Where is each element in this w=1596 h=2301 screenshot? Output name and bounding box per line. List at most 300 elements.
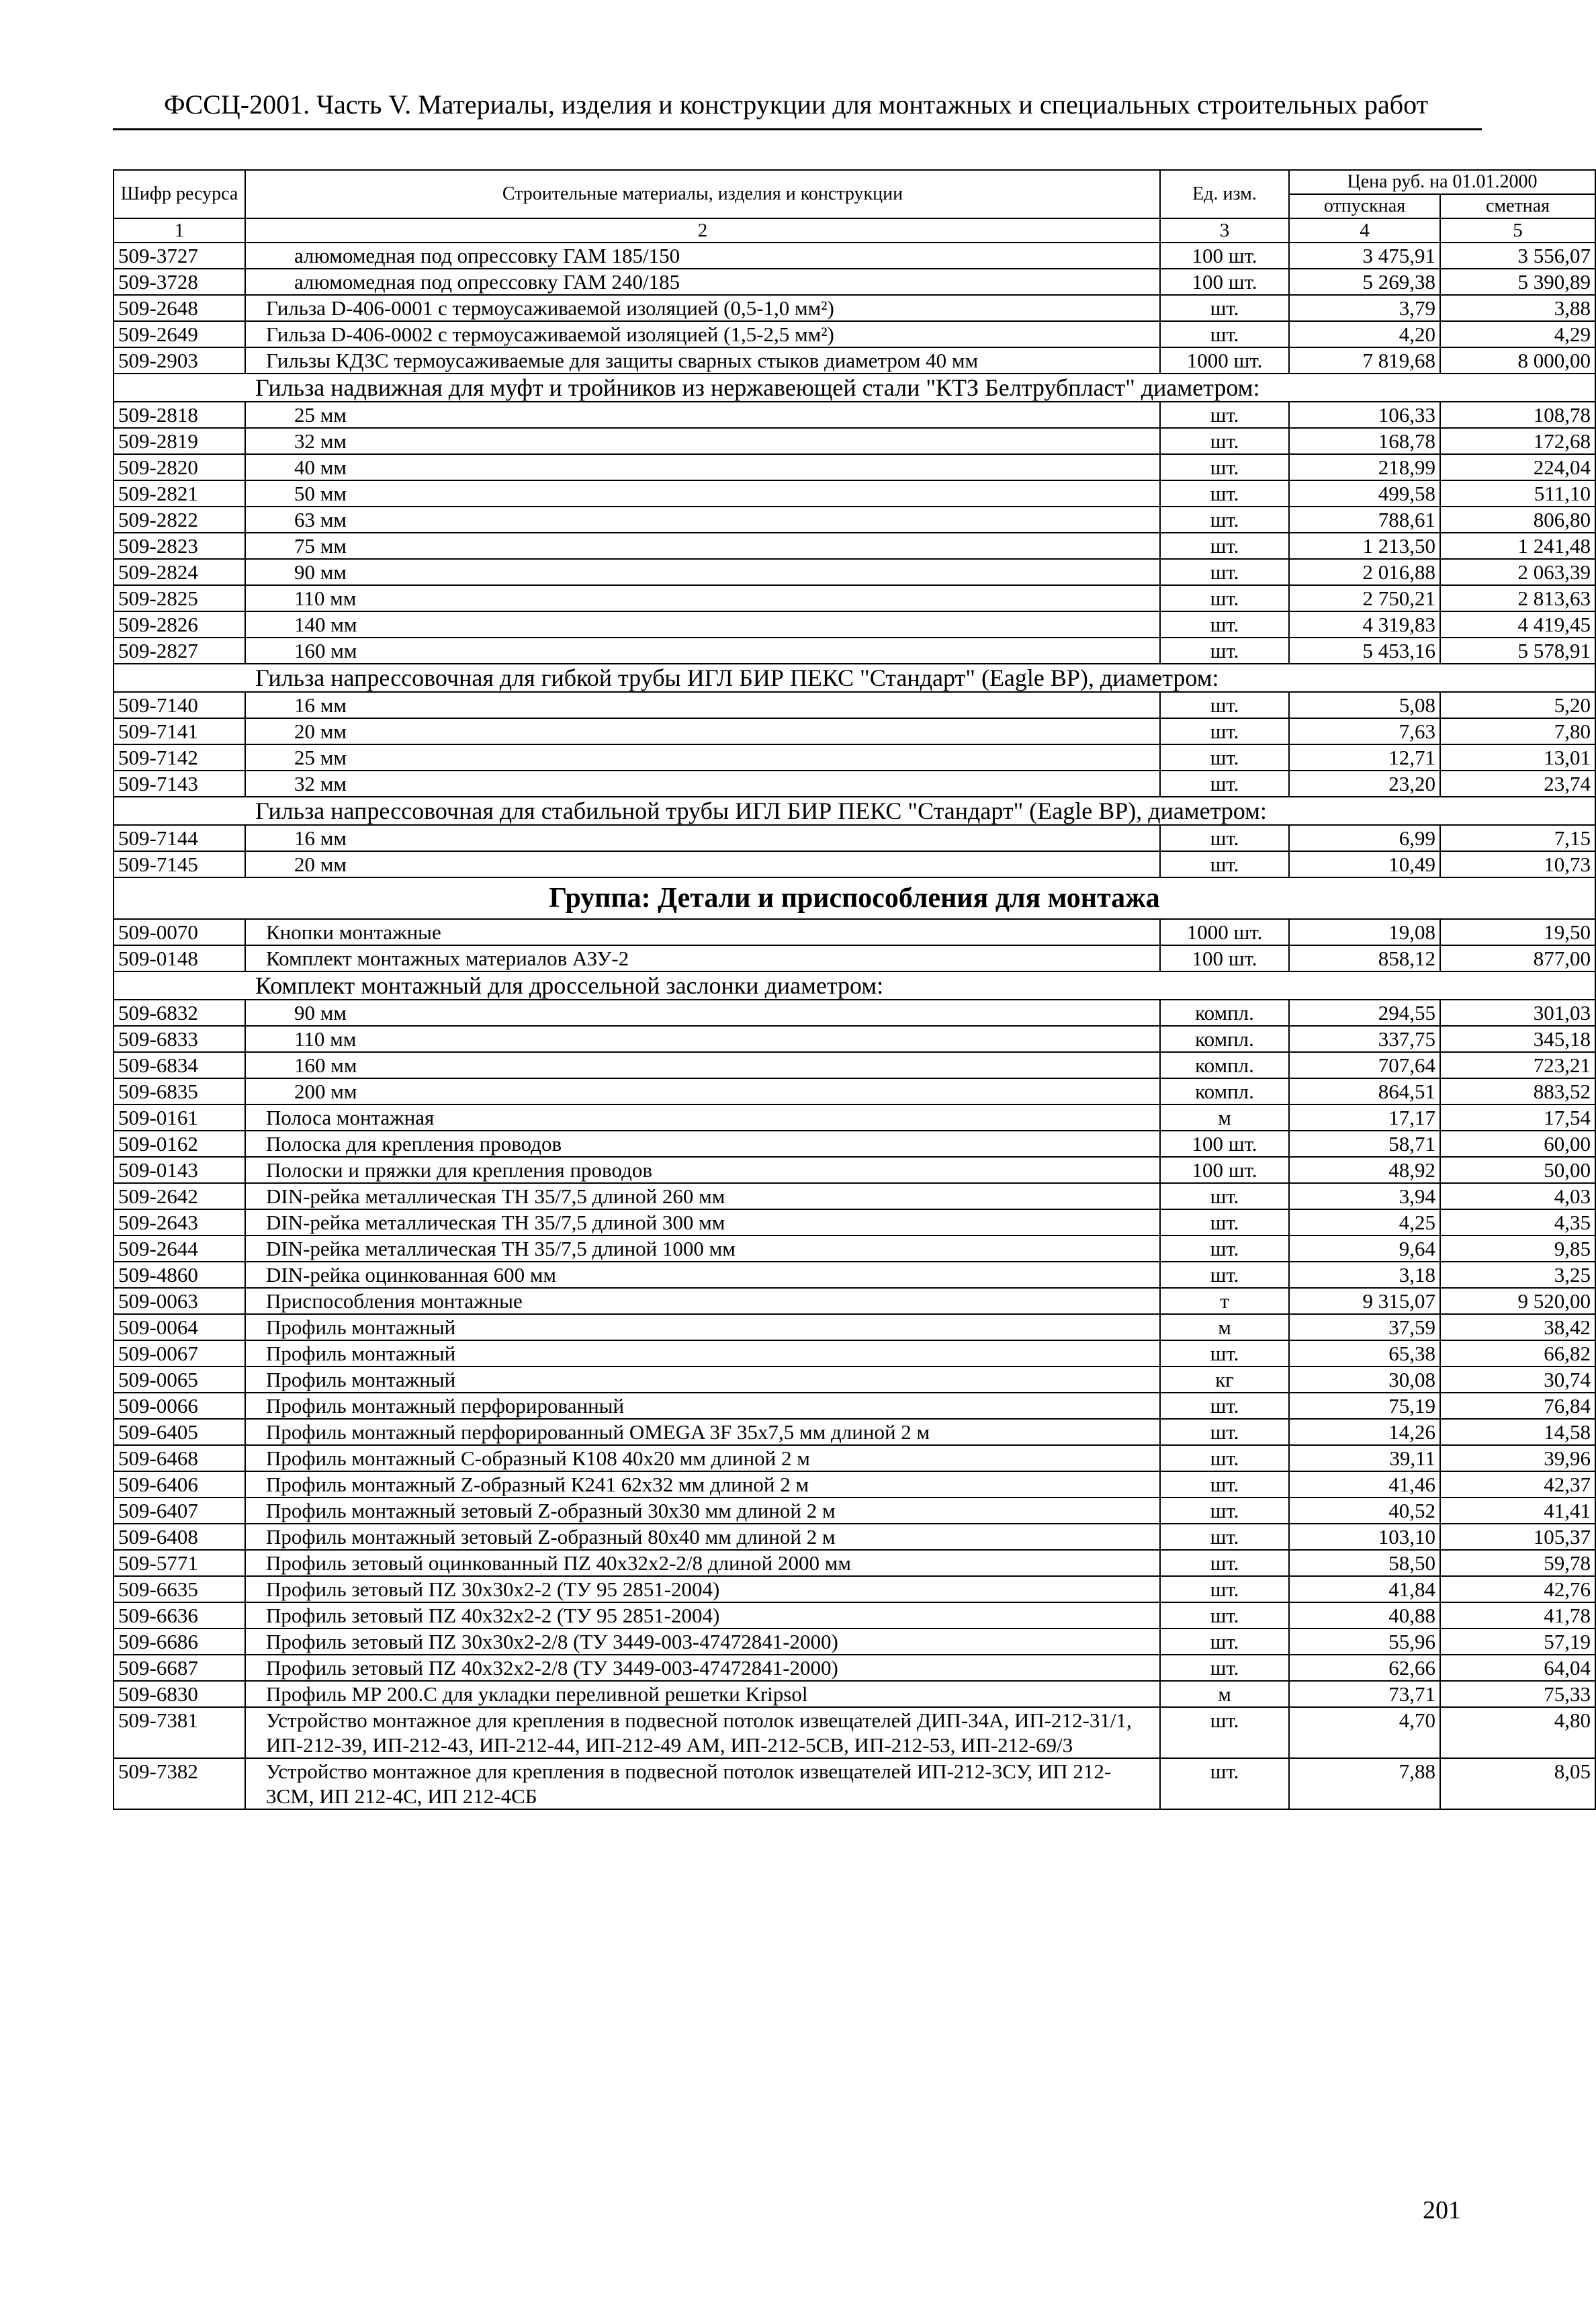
estimate-price-cell: 3 556,07 bbox=[1440, 243, 1595, 269]
estimate-price-cell: 7,80 bbox=[1440, 718, 1595, 744]
release-price-cell: 40,88 bbox=[1289, 1602, 1440, 1629]
estimate-price-cell: 14,58 bbox=[1440, 1419, 1595, 1445]
estimate-price-cell: 66,82 bbox=[1440, 1340, 1595, 1366]
material-name-cell: 90 мм bbox=[245, 559, 1160, 585]
material-name-cell: Гильза D-406-0002 с термоусаживаемой изоляцией (1,5-2,5 мм²) bbox=[245, 321, 1160, 347]
release-price-cell: 5,08 bbox=[1289, 692, 1440, 718]
estimate-price-cell: 3,25 bbox=[1440, 1262, 1595, 1288]
estimate-price-cell: 5,20 bbox=[1440, 692, 1595, 718]
material-name-cell: Гильза D-406-0001 с термоусаживаемой изоляцией (0,5-1,0 мм²) bbox=[245, 295, 1160, 321]
material-name-cell: Профиль монтажный bbox=[245, 1366, 1160, 1393]
table-row bbox=[114, 1629, 1595, 1655]
resource-code-cell: 509-0063 bbox=[114, 1288, 245, 1314]
table-row bbox=[114, 771, 1595, 797]
material-name-cell: 200 мм bbox=[245, 1078, 1160, 1104]
group-heading: Гильза напрессовочная для стабильной трубы ИГЛ БИР ПЕКС "Стандарт" (Eagle BP), диаметром: bbox=[114, 797, 1595, 825]
table-row bbox=[114, 1707, 1595, 1758]
material-name-cell: 32 мм bbox=[245, 771, 1160, 797]
estimate-price-cell: 5 390,89 bbox=[1440, 269, 1595, 295]
table-row bbox=[114, 402, 1595, 428]
material-name-cell: 110 мм bbox=[245, 1026, 1160, 1052]
unit-cell: шт. bbox=[1160, 428, 1289, 454]
unit-cell: шт. bbox=[1160, 1209, 1289, 1235]
release-price-cell: 1 213,50 bbox=[1289, 533, 1440, 559]
title-divider bbox=[113, 128, 1482, 130]
material-name-cell: 63 мм bbox=[245, 507, 1160, 533]
unit-cell: шт. bbox=[1160, 480, 1289, 507]
table-row bbox=[114, 269, 1595, 295]
resource-code-cell: 509-6833 bbox=[114, 1026, 245, 1052]
unit-cell: шт. bbox=[1160, 507, 1289, 533]
unit-cell: шт. bbox=[1160, 1629, 1289, 1655]
unit-cell: шт. bbox=[1160, 559, 1289, 585]
resource-code-cell: 509-6635 bbox=[114, 1576, 245, 1602]
resource-code-cell: 509-6406 bbox=[114, 1471, 245, 1497]
resource-code-cell: 509-6832 bbox=[114, 1000, 245, 1026]
header-price: Цена руб. на 01.01.2000 bbox=[1289, 170, 1595, 194]
unit-cell: шт. bbox=[1160, 1602, 1289, 1629]
unit-cell: 1000 шт. bbox=[1160, 919, 1289, 945]
estimate-price-cell: 50,00 bbox=[1440, 1157, 1595, 1183]
material-name-cell: алюмомедная под опрессовку ГАМ 240/185 bbox=[245, 269, 1160, 295]
header-estimate-price: сметная bbox=[1440, 194, 1595, 218]
material-name-cell: Профиль монтажный зетовый Z-образный 30х30 мм длиной 2 м bbox=[245, 1497, 1160, 1524]
header-unit: Ед. изм. bbox=[1160, 170, 1289, 218]
section-heading: Группа: Детали и приспособления для монтажа bbox=[114, 877, 1595, 919]
section-row bbox=[114, 877, 1595, 919]
release-price-cell: 499,58 bbox=[1289, 480, 1440, 507]
unit-cell: шт. bbox=[1160, 533, 1289, 559]
material-name-cell: 25 мм bbox=[245, 744, 1160, 771]
release-price-cell: 58,50 bbox=[1289, 1550, 1440, 1576]
estimate-price-cell: 8 000,00 bbox=[1440, 347, 1595, 374]
table-row bbox=[114, 1524, 1595, 1550]
release-price-cell: 12,71 bbox=[1289, 744, 1440, 771]
resource-code-cell: 509-2826 bbox=[114, 611, 245, 638]
unit-cell: шт. bbox=[1160, 454, 1289, 480]
group-heading: Комплект монтажный для дроссельной заслонки диаметром: bbox=[114, 971, 1595, 1000]
table-row bbox=[114, 1314, 1595, 1340]
material-name-cell: Профиль монтажный перфорированный OMEGA 3F 35х7,5 мм длиной 2 м bbox=[245, 1419, 1160, 1445]
release-price-cell: 4 319,83 bbox=[1289, 611, 1440, 638]
unit-cell: кг bbox=[1160, 1366, 1289, 1393]
estimate-price-cell: 7,15 bbox=[1440, 825, 1595, 851]
material-name-cell: 90 мм bbox=[245, 1000, 1160, 1026]
table-row bbox=[114, 1131, 1595, 1157]
resource-code-cell: 509-2827 bbox=[114, 638, 245, 664]
group-row bbox=[114, 374, 1595, 402]
estimate-price-cell: 3,88 bbox=[1440, 295, 1595, 321]
release-price-cell: 6,99 bbox=[1289, 825, 1440, 851]
estimate-price-cell: 39,96 bbox=[1440, 1445, 1595, 1471]
unit-cell: шт. bbox=[1160, 402, 1289, 428]
material-name-cell: Профиль монтажный зетовый Z-образный 80х40 мм длиной 2 м bbox=[245, 1524, 1160, 1550]
resource-code-cell: 509-3728 bbox=[114, 269, 245, 295]
estimate-price-cell: 59,78 bbox=[1440, 1550, 1595, 1576]
header-number-2: 2 bbox=[245, 218, 1160, 243]
resource-code-cell: 509-7143 bbox=[114, 771, 245, 797]
material-name-cell: 20 мм bbox=[245, 851, 1160, 877]
table-row bbox=[114, 718, 1595, 744]
unit-cell: компл. bbox=[1160, 1052, 1289, 1078]
release-price-cell: 106,33 bbox=[1289, 402, 1440, 428]
unit-cell: шт. bbox=[1160, 1340, 1289, 1366]
unit-cell: шт. bbox=[1160, 295, 1289, 321]
estimate-price-cell: 4,35 bbox=[1440, 1209, 1595, 1235]
unit-cell: шт. bbox=[1160, 851, 1289, 877]
material-name-cell: 16 мм bbox=[245, 825, 1160, 851]
estimate-price-cell: 224,04 bbox=[1440, 454, 1595, 480]
estimate-price-cell: 105,37 bbox=[1440, 1524, 1595, 1550]
unit-cell: шт. bbox=[1160, 718, 1289, 744]
release-price-cell: 58,71 bbox=[1289, 1131, 1440, 1157]
material-name-cell: Профиль МР 200.С для укладки переливной решетки Kripsol bbox=[245, 1681, 1160, 1707]
unit-cell: шт. bbox=[1160, 1393, 1289, 1419]
resource-code-cell: 509-2819 bbox=[114, 428, 245, 454]
table-row bbox=[114, 1209, 1595, 1235]
unit-cell: т bbox=[1160, 1288, 1289, 1314]
table-row bbox=[114, 1288, 1595, 1314]
material-name-cell: 50 мм bbox=[245, 480, 1160, 507]
release-price-cell: 2 750,21 bbox=[1289, 585, 1440, 611]
estimate-price-cell: 4 419,45 bbox=[1440, 611, 1595, 638]
resource-code-cell: 509-2822 bbox=[114, 507, 245, 533]
resource-code-cell: 509-6686 bbox=[114, 1629, 245, 1655]
table-row bbox=[114, 1366, 1595, 1393]
release-price-cell: 41,84 bbox=[1289, 1576, 1440, 1602]
unit-cell: компл. bbox=[1160, 1026, 1289, 1052]
release-price-cell: 9,64 bbox=[1289, 1235, 1440, 1262]
release-price-cell: 23,20 bbox=[1289, 771, 1440, 797]
material-name-cell: Гильзы КДЗС термоусаживаемые для защиты сварных стыков диаметром 40 мм bbox=[245, 347, 1160, 374]
unit-cell: шт. bbox=[1160, 1183, 1289, 1209]
material-name-cell: Полоса монтажная bbox=[245, 1104, 1160, 1131]
material-name-cell: Профиль монтажный С-образный К108 40х20 мм длиной 2 м bbox=[245, 1445, 1160, 1471]
release-price-cell: 864,51 bbox=[1289, 1078, 1440, 1104]
resource-code-cell: 509-2823 bbox=[114, 533, 245, 559]
release-price-cell: 73,71 bbox=[1289, 1681, 1440, 1707]
material-name-cell: 25 мм bbox=[245, 402, 1160, 428]
release-price-cell: 7,63 bbox=[1289, 718, 1440, 744]
resource-code-cell: 509-5771 bbox=[114, 1550, 245, 1576]
unit-cell: 100 шт. bbox=[1160, 243, 1289, 269]
unit-cell: шт. bbox=[1160, 692, 1289, 718]
release-price-cell: 858,12 bbox=[1289, 945, 1440, 971]
group-heading: Гильза напрессовочная для гибкой трубы ИГЛ БИР ПЕКС "Стандарт" (Eagle BP), диаметром: bbox=[114, 664, 1595, 692]
release-price-cell: 3 475,91 bbox=[1289, 243, 1440, 269]
table-row bbox=[114, 347, 1595, 374]
unit-cell: шт. bbox=[1160, 585, 1289, 611]
unit-cell: шт. bbox=[1160, 1471, 1289, 1497]
unit-cell: 100 шт. bbox=[1160, 945, 1289, 971]
unit-cell: шт. bbox=[1160, 1262, 1289, 1288]
header-number-3: 3 bbox=[1160, 218, 1289, 243]
estimate-price-cell: 42,37 bbox=[1440, 1471, 1595, 1497]
unit-cell: шт. bbox=[1160, 1550, 1289, 1576]
release-price-cell: 9 315,07 bbox=[1289, 1288, 1440, 1314]
resource-code-cell: 509-2644 bbox=[114, 1235, 245, 1262]
table-row bbox=[114, 243, 1595, 269]
header-name: Строительные материалы, изделия и конструкции bbox=[245, 170, 1160, 218]
group-row bbox=[114, 664, 1595, 692]
material-name-cell: 16 мм bbox=[245, 692, 1160, 718]
release-price-cell: 5 269,38 bbox=[1289, 269, 1440, 295]
release-price-cell: 168,78 bbox=[1289, 428, 1440, 454]
table-row bbox=[114, 559, 1595, 585]
release-price-cell: 294,55 bbox=[1289, 1000, 1440, 1026]
unit-cell: м bbox=[1160, 1314, 1289, 1340]
resource-code-cell: 509-2643 bbox=[114, 1209, 245, 1235]
resource-code-cell: 509-0070 bbox=[114, 919, 245, 945]
material-name-cell: Кнопки монтажные bbox=[245, 919, 1160, 945]
resource-code-cell: 509-2642 bbox=[114, 1183, 245, 1209]
resource-code-cell: 509-2818 bbox=[114, 402, 245, 428]
resource-code-cell: 509-6408 bbox=[114, 1524, 245, 1550]
material-name-cell: Устройство монтажное для крепления в подвесной потолок извещателей ИП-212-3СУ, ИП 212-3СМ, ИП 212-4С, ИП 212-4СБ bbox=[245, 1758, 1160, 1809]
table-row bbox=[114, 1497, 1595, 1524]
table-row bbox=[114, 1052, 1595, 1078]
estimate-price-cell: 30,74 bbox=[1440, 1366, 1595, 1393]
release-price-cell: 5 453,16 bbox=[1289, 638, 1440, 664]
resource-code-cell: 509-7144 bbox=[114, 825, 245, 851]
material-name-cell: Профиль монтажный Z-образный К241 62х32 мм длиной 2 м bbox=[245, 1471, 1160, 1497]
table-row bbox=[114, 1758, 1595, 1809]
estimate-price-cell: 10,73 bbox=[1440, 851, 1595, 877]
resource-code-cell: 509-2824 bbox=[114, 559, 245, 585]
estimate-price-cell: 42,76 bbox=[1440, 1576, 1595, 1602]
unit-cell: шт. bbox=[1160, 1419, 1289, 1445]
release-price-cell: 14,26 bbox=[1289, 1419, 1440, 1445]
release-price-cell: 7,88 bbox=[1289, 1758, 1440, 1809]
estimate-price-cell: 108,78 bbox=[1440, 402, 1595, 428]
material-name-cell: DIN-рейка металлическая ТН 35/7,5 длиной 260 мм bbox=[245, 1183, 1160, 1209]
estimate-price-cell: 60,00 bbox=[1440, 1131, 1595, 1157]
release-price-cell: 4,25 bbox=[1289, 1209, 1440, 1235]
release-price-cell: 337,75 bbox=[1289, 1026, 1440, 1052]
estimate-price-cell: 4,29 bbox=[1440, 321, 1595, 347]
material-name-cell: Полоска для крепления проводов bbox=[245, 1131, 1160, 1157]
estimate-price-cell: 301,03 bbox=[1440, 1000, 1595, 1026]
material-name-cell: DIN-рейка металлическая ТН 35/7,5 длиной 1000 мм bbox=[245, 1235, 1160, 1262]
estimate-price-cell: 41,41 bbox=[1440, 1497, 1595, 1524]
release-price-cell: 55,96 bbox=[1289, 1629, 1440, 1655]
material-name-cell: 75 мм bbox=[245, 533, 1160, 559]
resource-code-cell: 509-6468 bbox=[114, 1445, 245, 1471]
resource-code-cell: 509-2649 bbox=[114, 321, 245, 347]
estimate-price-cell: 19,50 bbox=[1440, 919, 1595, 945]
table-row bbox=[114, 1471, 1595, 1497]
unit-cell: 100 шт. bbox=[1160, 269, 1289, 295]
table-row bbox=[114, 428, 1595, 454]
unit-cell: м bbox=[1160, 1681, 1289, 1707]
resource-code-cell: 509-7142 bbox=[114, 744, 245, 771]
header-number-1: 1 bbox=[114, 218, 245, 243]
release-price-cell: 39,11 bbox=[1289, 1445, 1440, 1471]
header-number-4: 4 bbox=[1289, 218, 1440, 243]
release-price-cell: 4,20 bbox=[1289, 321, 1440, 347]
resource-code-cell: 509-6834 bbox=[114, 1052, 245, 1078]
table-row bbox=[114, 1000, 1595, 1026]
material-name-cell: 110 мм bbox=[245, 585, 1160, 611]
resource-code-cell: 509-0143 bbox=[114, 1157, 245, 1183]
table-row bbox=[114, 945, 1595, 971]
group-row bbox=[114, 971, 1595, 1000]
resource-code-cell: 509-6405 bbox=[114, 1419, 245, 1445]
release-price-cell: 10,49 bbox=[1289, 851, 1440, 877]
table-body bbox=[114, 243, 1595, 1809]
unit-cell: шт. bbox=[1160, 1497, 1289, 1524]
resource-code-cell: 509-7381 bbox=[114, 1707, 245, 1758]
release-price-cell: 7 819,68 bbox=[1289, 347, 1440, 374]
unit-cell: шт. bbox=[1160, 1655, 1289, 1681]
resource-code-cell: 509-7140 bbox=[114, 692, 245, 718]
table-row bbox=[114, 1655, 1595, 1681]
material-name-cell: Профиль зетовый ПZ 30х30х2-2/8 (ТУ 3449-003-47472841-2000) bbox=[245, 1629, 1160, 1655]
table-row bbox=[114, 1419, 1595, 1445]
table-row bbox=[114, 321, 1595, 347]
header-number-5: 5 bbox=[1440, 218, 1595, 243]
estimate-price-cell: 4,03 bbox=[1440, 1183, 1595, 1209]
resource-code-cell: 509-2825 bbox=[114, 585, 245, 611]
unit-cell: шт. bbox=[1160, 771, 1289, 797]
release-price-cell: 40,52 bbox=[1289, 1497, 1440, 1524]
release-price-cell: 37,59 bbox=[1289, 1314, 1440, 1340]
estimate-price-cell: 883,52 bbox=[1440, 1078, 1595, 1104]
unit-cell: шт. bbox=[1160, 744, 1289, 771]
table-row bbox=[114, 744, 1595, 771]
unit-cell: компл. bbox=[1160, 1000, 1289, 1026]
material-name-cell: DIN-рейка оцинкованная 600 мм bbox=[245, 1262, 1160, 1288]
unit-cell: шт. bbox=[1160, 1235, 1289, 1262]
unit-cell: шт. bbox=[1160, 1576, 1289, 1602]
table-row bbox=[114, 692, 1595, 718]
material-name-cell: 160 мм bbox=[245, 638, 1160, 664]
material-name-cell: алюмомедная под опрессовку ГАМ 185/150 bbox=[245, 243, 1160, 269]
release-price-cell: 788,61 bbox=[1289, 507, 1440, 533]
material-name-cell: Профиль зетовый ПZ 40х32х2-2 (ТУ 95 2851-2004) bbox=[245, 1602, 1160, 1629]
table-row bbox=[114, 1340, 1595, 1366]
table-row bbox=[114, 919, 1595, 945]
resource-code-cell: 509-0148 bbox=[114, 945, 245, 971]
release-price-cell: 218,99 bbox=[1289, 454, 1440, 480]
resource-code-cell: 509-6407 bbox=[114, 1497, 245, 1524]
unit-cell: шт. bbox=[1160, 1707, 1289, 1758]
material-name-cell: 32 мм bbox=[245, 428, 1160, 454]
resource-code-cell: 509-0065 bbox=[114, 1366, 245, 1393]
unit-cell: шт. bbox=[1160, 1445, 1289, 1471]
table-row bbox=[114, 533, 1595, 559]
release-price-cell: 19,08 bbox=[1289, 919, 1440, 945]
estimate-price-cell: 9 520,00 bbox=[1440, 1288, 1595, 1314]
table-row bbox=[114, 585, 1595, 611]
resource-code-cell: 509-0162 bbox=[114, 1131, 245, 1157]
unit-cell: шт. bbox=[1160, 611, 1289, 638]
unit-cell: шт. bbox=[1160, 825, 1289, 851]
estimate-price-cell: 41,78 bbox=[1440, 1602, 1595, 1629]
resource-code-cell: 509-6636 bbox=[114, 1602, 245, 1629]
resource-code-cell: 509-2820 bbox=[114, 454, 245, 480]
estimate-price-cell: 8,05 bbox=[1440, 1758, 1595, 1809]
release-price-cell: 2 016,88 bbox=[1289, 559, 1440, 585]
table-row bbox=[114, 825, 1595, 851]
table-row bbox=[114, 1104, 1595, 1131]
estimate-price-cell: 9,85 bbox=[1440, 1235, 1595, 1262]
resource-code-cell: 509-2903 bbox=[114, 347, 245, 374]
estimate-price-cell: 877,00 bbox=[1440, 945, 1595, 971]
material-name-cell: Полоски и пряжки для крепления проводов bbox=[245, 1157, 1160, 1183]
resource-code-cell: 509-7141 bbox=[114, 718, 245, 744]
unit-cell: 100 шт. bbox=[1160, 1131, 1289, 1157]
unit-cell: шт. bbox=[1160, 1758, 1289, 1809]
estimate-price-cell: 17,54 bbox=[1440, 1104, 1595, 1131]
resource-code-cell: 509-0066 bbox=[114, 1393, 245, 1419]
page-number: 201 bbox=[1423, 2196, 1461, 2224]
table-row bbox=[114, 1681, 1595, 1707]
estimate-price-cell: 64,04 bbox=[1440, 1655, 1595, 1681]
estimate-price-cell: 806,80 bbox=[1440, 507, 1595, 533]
table-row bbox=[114, 851, 1595, 877]
estimate-price-cell: 172,68 bbox=[1440, 428, 1595, 454]
estimate-price-cell: 2 063,39 bbox=[1440, 559, 1595, 585]
release-price-cell: 30,08 bbox=[1289, 1366, 1440, 1393]
release-price-cell: 62,66 bbox=[1289, 1655, 1440, 1681]
unit-cell: м bbox=[1160, 1104, 1289, 1131]
price-table bbox=[113, 169, 1596, 1810]
estimate-price-cell: 57,19 bbox=[1440, 1629, 1595, 1655]
estimate-price-cell: 345,18 bbox=[1440, 1026, 1595, 1052]
resource-code-cell: 509-0064 bbox=[114, 1314, 245, 1340]
group-row bbox=[114, 797, 1595, 825]
release-price-cell: 17,17 bbox=[1289, 1104, 1440, 1131]
material-name-cell: 160 мм bbox=[245, 1052, 1160, 1078]
release-price-cell: 103,10 bbox=[1289, 1524, 1440, 1550]
resource-code-cell: 509-4860 bbox=[114, 1262, 245, 1288]
material-name-cell: Профиль монтажный bbox=[245, 1314, 1160, 1340]
table-row bbox=[114, 454, 1595, 480]
material-name-cell: Профиль зетовый ПZ 30х30х2-2 (ТУ 95 2851-2004) bbox=[245, 1576, 1160, 1602]
estimate-price-cell: 511,10 bbox=[1440, 480, 1595, 507]
resource-code-cell: 509-6687 bbox=[114, 1655, 245, 1681]
resource-code-cell: 509-2648 bbox=[114, 295, 245, 321]
table-row bbox=[114, 480, 1595, 507]
table-row bbox=[114, 1550, 1595, 1576]
resource-code-cell: 509-7145 bbox=[114, 851, 245, 877]
material-name-cell: Комплект монтажных материалов АЗУ-2 bbox=[245, 945, 1160, 971]
material-name-cell: Профиль монтажный bbox=[245, 1340, 1160, 1366]
estimate-price-cell: 13,01 bbox=[1440, 744, 1595, 771]
release-price-cell: 3,79 bbox=[1289, 295, 1440, 321]
unit-cell: 1000 шт. bbox=[1160, 347, 1289, 374]
estimate-price-cell: 75,33 bbox=[1440, 1681, 1595, 1707]
estimate-price-cell: 2 813,63 bbox=[1440, 585, 1595, 611]
resource-code-cell: 509-0161 bbox=[114, 1104, 245, 1131]
release-price-cell: 707,64 bbox=[1289, 1052, 1440, 1078]
unit-cell: шт. bbox=[1160, 638, 1289, 664]
resource-code-cell: 509-0067 bbox=[114, 1340, 245, 1366]
release-price-cell: 4,70 bbox=[1289, 1707, 1440, 1758]
material-name-cell: DIN-рейка металлическая ТН 35/7,5 длиной 300 мм bbox=[245, 1209, 1160, 1235]
unit-cell: компл. bbox=[1160, 1078, 1289, 1104]
release-price-cell: 3,94 bbox=[1289, 1183, 1440, 1209]
header-release-price: отпускная bbox=[1289, 194, 1440, 218]
table-row bbox=[114, 1262, 1595, 1288]
release-price-cell: 65,38 bbox=[1289, 1340, 1440, 1366]
group-heading: Гильза надвижная для муфт и тройников из нержавеющей стали "КТЗ Белтрубпласт" диаметром: bbox=[114, 374, 1595, 402]
table-row bbox=[114, 1157, 1595, 1183]
page-title: ФССЦ-2001. Часть V. Материалы, изделия и конструкции для монтажных и специальных строительных работ bbox=[163, 89, 1429, 120]
resource-code-cell: 509-6830 bbox=[114, 1681, 245, 1707]
estimate-price-cell: 38,42 bbox=[1440, 1314, 1595, 1340]
